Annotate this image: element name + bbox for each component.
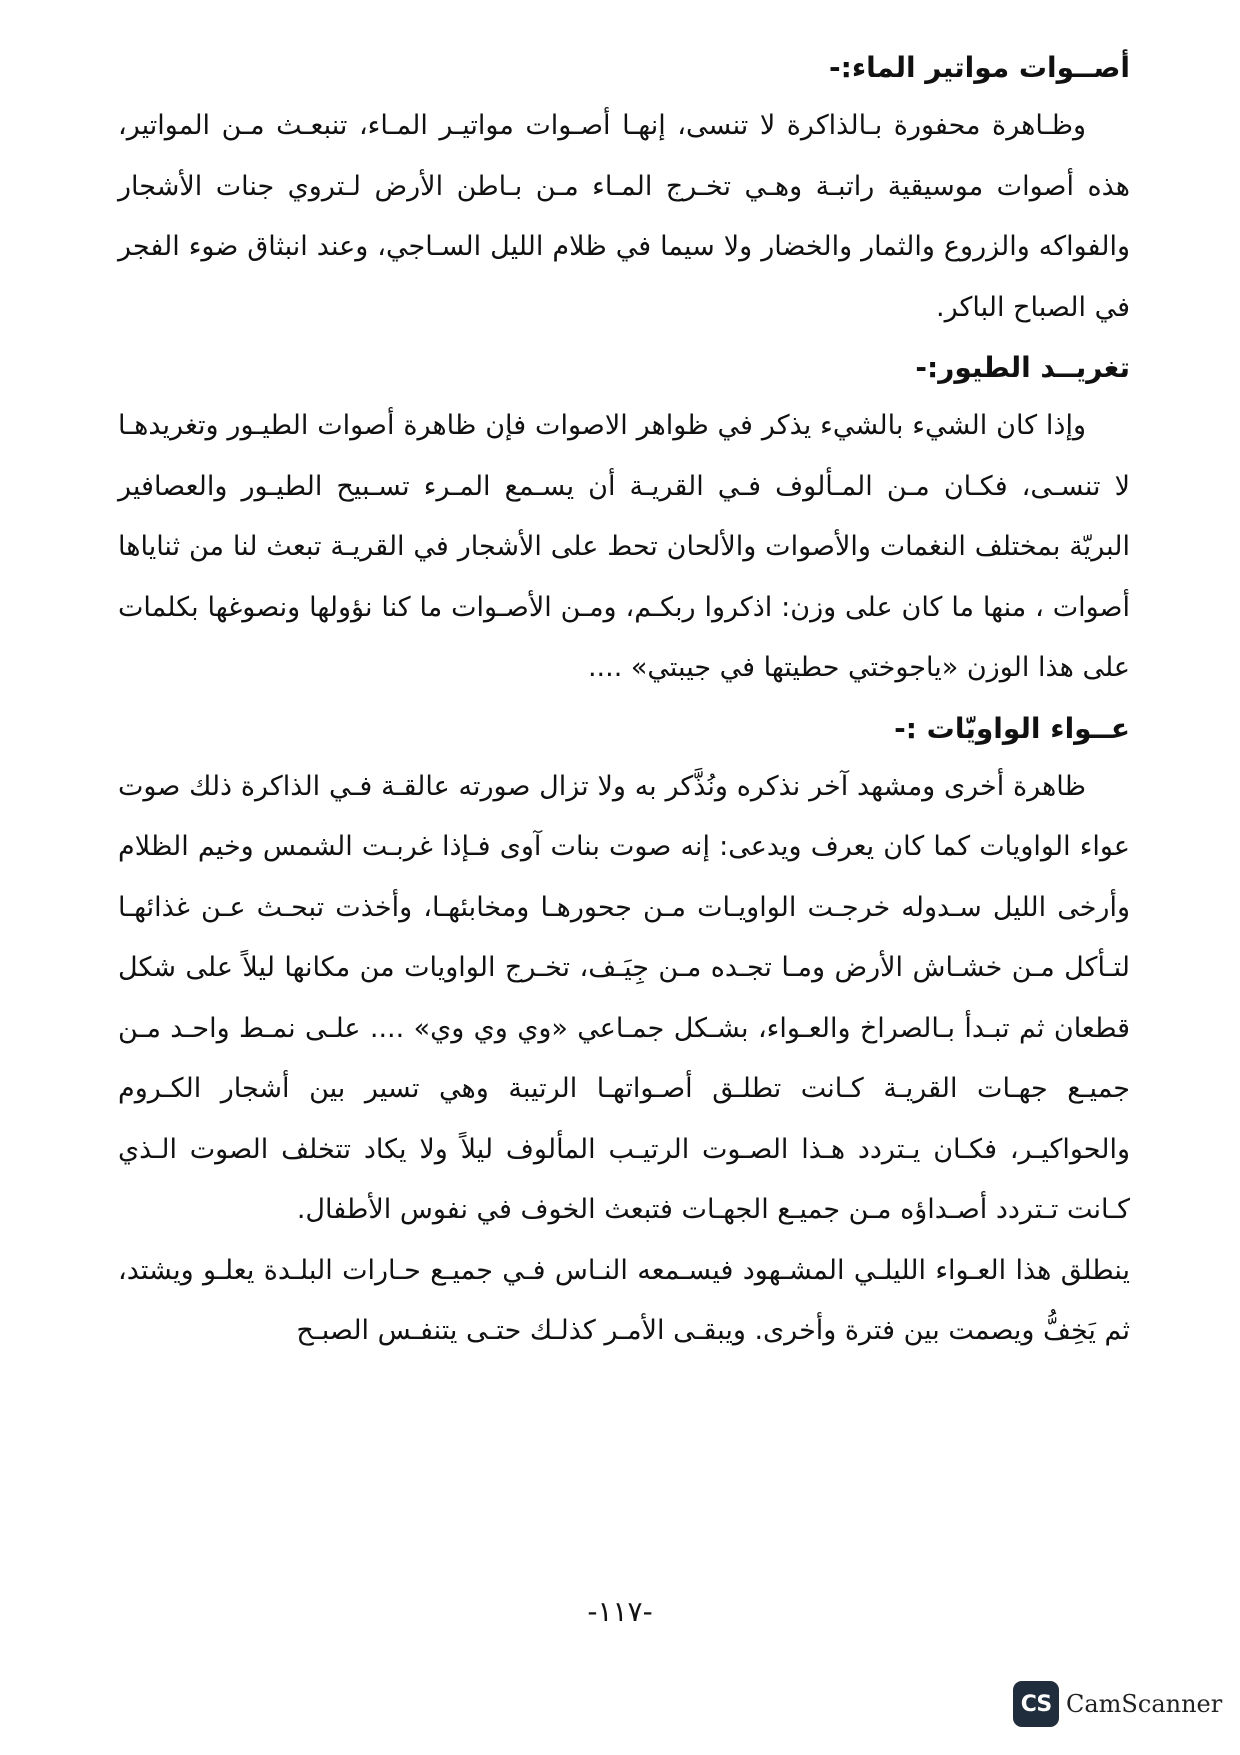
paragraph-jackals-continued: ينطلق هذا العـواء الليلـي المشـهود فيسـمعه النـاس فـي جميـع حـارات البلـدة يعلـو ويشتد، ثم يَخِفُّ ويصمت بين فترة وأخرى. ويبقـى الأمـر كذلـك حتـى يتنفـس الصبـح xyxy=(118,1254,1130,1346)
page-number: -١١٧- xyxy=(587,1595,653,1628)
section-heading-birds: تغريــد الطيور:- xyxy=(915,351,1130,384)
camscanner-watermark xyxy=(1013,1681,1222,1727)
section-heading-jackals: عــواء الواويّات :- xyxy=(894,711,1130,745)
document-page xyxy=(118,40,1130,1362)
camscanner-name: CamScanner xyxy=(1066,1690,1223,1718)
camscanner-logo-text: CS xyxy=(1020,1691,1052,1717)
paragraph-jackals: ظاهرة أخرى ومشهد آخر نذكره ونُذَّكر به ولا تزال صورته عالقـة فـي الذاكرة ذلك صوت عواء الواويات كما كان يعرف ويدعى: إنه صوت بنات آوى فـإذا غربـت الشمس وخيم الظلام وأرخى الليل سـدوله خرجـت الواويـات مـن جحورهـا ومخابئهـا، وأخذت تبحـث عـن غذائهـا لتـأكل مـن خشـاش الأرض ومـا تجـده مـن جِيَـف، تخـرج الواويات من مكانها ليلاً على شكل قطعان ثم تبـدأ بـالصراخ والعـواء، بشـكل جمـاعي «وي وي وي» .... علـى نمـط واحـد مـن جميـع جهـات القريـة كـانت تطلـق أصـواتهـا الرتيبة وهي تسير بين أشجار الكـروم والحواكيـر، فكـان يـتردد هـذا الصـوت الرتيـب المألوف ليلاً ولا يكاد تتخلف الصوت الـذي كـانت تـتردد أصـداؤه مـن جميـع الجهـات فتبعث الخوف في نفوس الأطفال. xyxy=(118,770,1130,1225)
section-heading-water-pumps: أصــوات مواتير الماء:- xyxy=(829,51,1130,84)
paragraph-birds: وإذا كان الشيء بالشيء يذكر في ظواهر الاصوات فإن ظاهرة أصوات الطيـور وتغريدهـا لا تنسـى، فكـان مـن المـألوف فـي القريـة أن يسـمع المـرء تسـبيح الطيـور والعصافير البريّة بمختلف النغمات والأصوات والألحان تحط على الأشجار في القريـة تبعث لنا من ثناياها أصوات ، منها ما كان على وزن: اذكروا ربكـم، ومـن الأصـوات ما كنا نؤولها ونصوغها بكلمات على هذا الوزن «ياجوختي حطيتها في جيبتي» .... xyxy=(118,410,1130,683)
camscanner-logo-icon xyxy=(1013,1681,1059,1727)
paragraph-water-pumps: وظـاهرة محفورة بـالذاكرة لا تنسى، إنهـا أصـوات مواتيـر المـاء، تنبعـث مـن المواتير، هذه أصوات موسيقية راتبـة وهـي تخـرج المـاء مـن بـاطن الأرض لـتروي جنات الأشجار والفواكه والزروع والثمار والخضار ولا سيما في ظلام الليل السـاجي، وعند انبثاق ضوء الفجر في الصباح الباكر. xyxy=(118,110,1130,323)
